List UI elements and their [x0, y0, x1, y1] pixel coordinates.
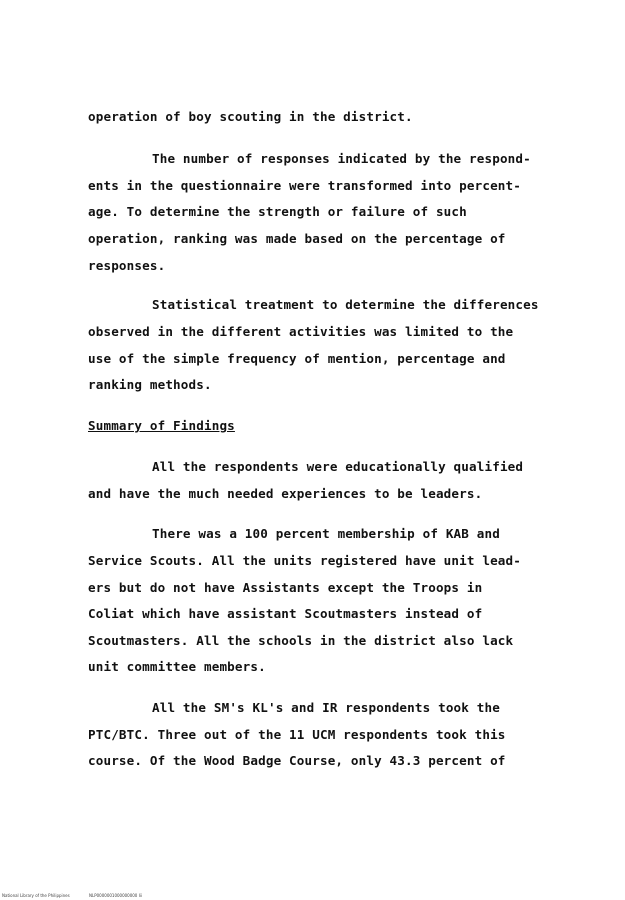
footer-code: NLP0000001000000000 Iii	[89, 893, 143, 898]
text-line: course. Of the Wood Badge Course, only 43.3 percent of	[88, 753, 506, 768]
text-line: ers but do not have Assistants except the Troops in	[88, 580, 483, 595]
text-line: PTC/BTC. Three out of the 11 UCM respondents took this	[88, 727, 506, 742]
text-line: operation, ranking was made based on the percentage of	[88, 231, 506, 246]
scan-footer	[2, 893, 160, 898]
section-heading: Summary of Findings	[88, 418, 235, 433]
text-line: All the SM's KL's and IR respondents took the	[152, 700, 500, 715]
text-line: Coliat which have assistant Scoutmasters instead of	[88, 606, 483, 621]
text-line: The number of responses indicated by the respond-	[152, 151, 531, 166]
text-line: observed in the different activities was limited to the	[88, 324, 514, 339]
text-line: responses.	[88, 258, 166, 273]
text-line: and have the much needed experiences to be leaders.	[88, 486, 483, 501]
footer-library: National Library of the Philippines	[2, 893, 70, 898]
text-line: use of the simple frequency of mention, percentage and	[88, 351, 506, 366]
text-line: There was a 100 percent membership of KAB and	[152, 526, 500, 541]
text-line: All the respondents were educationally qualified	[152, 459, 524, 474]
text-line: ranking methods.	[88, 377, 212, 392]
text-line: Service Scouts. All the units registered have unit lead-	[88, 553, 521, 568]
text-line: ents in the questionnaire were transformed into percent-	[88, 178, 521, 193]
text-line: Scoutmasters. All the schools in the district also lack	[88, 633, 514, 648]
text-line: Statistical treatment to determine the differences	[152, 297, 539, 312]
text-line: operation of boy scouting in the district.	[88, 109, 413, 124]
text-line: age. To determine the strength or failure of such	[88, 204, 467, 219]
text-line: unit committee members.	[88, 659, 266, 674]
